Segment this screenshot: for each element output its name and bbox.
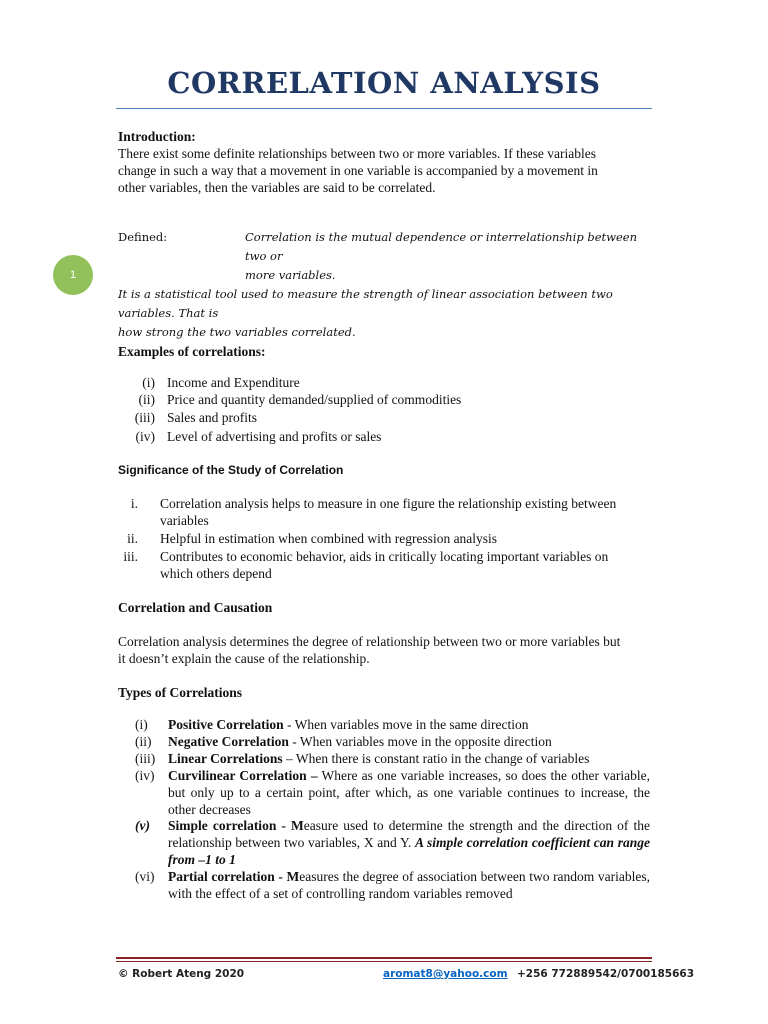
term: Curvilinear Correlation – xyxy=(168,768,318,783)
list-text xyxy=(168,767,650,818)
significance-heading: Significance of the Study of Correlation xyxy=(118,463,344,477)
page-number-badge: 1 xyxy=(53,255,93,295)
definition: Where as one variable increases, so does the other variable, but only up to a certain point, after which, as one variable continues to increase, the other decreases xyxy=(168,768,650,817)
list-marker: (v) xyxy=(135,818,150,833)
footer-email-link[interactable]: aromat8@yahoo.com xyxy=(383,968,508,980)
intro-line: other variables, then the variables are said to be correlated. xyxy=(118,180,436,195)
list-text: Sales and profits xyxy=(167,410,257,425)
page-title: CORRELATION ANALYSIS xyxy=(167,66,601,100)
list-text-line: variables xyxy=(160,513,209,528)
defined-label: Defined: xyxy=(118,230,168,244)
definition: - When variables move in the same direction xyxy=(283,717,529,732)
list-text xyxy=(168,817,650,868)
definition: easures the degree of association between two random variables, with the effect of a set of controlling random variables removed xyxy=(168,869,651,901)
statistical-tool-text xyxy=(118,285,658,342)
list-text-line: Contributes to economic behavior, aids in critically locating important variables on xyxy=(160,549,609,564)
footer-author: © Robert Ateng 2020 xyxy=(118,968,245,980)
list-text: Income and Expenditure xyxy=(167,375,300,390)
list-text xyxy=(160,495,652,529)
defined-text xyxy=(245,228,652,285)
list-text xyxy=(168,733,650,750)
list-text-line: which others depend xyxy=(160,566,272,581)
causation-line: Correlation analysis determines the degree of relationship between two or more variables but xyxy=(118,634,621,649)
list-marker: iii. xyxy=(123,549,138,564)
coefficient-range-note: A simple correlation coefficient can range from –1 to 1 xyxy=(168,835,650,867)
list-marker: (iii) xyxy=(135,751,156,766)
list-marker: ii. xyxy=(127,531,138,546)
causation-heading: Correlation and Causation xyxy=(118,600,273,615)
list-text-line: Helpful in estimation when combined with regression analysis xyxy=(160,531,498,546)
list-marker: (i) xyxy=(142,375,155,390)
definition: easure used to determine the strength and the direction of the relationship between two variables, X and Y. xyxy=(168,818,650,850)
list-text: Level of advertising and profits or sales xyxy=(167,429,382,444)
footer-divider-thin xyxy=(116,961,652,962)
list-marker: (iv) xyxy=(135,768,155,783)
footer-divider xyxy=(116,957,652,959)
list-marker: (iv) xyxy=(135,429,155,444)
list-marker: (vi) xyxy=(135,869,155,884)
list-marker: i. xyxy=(130,496,138,511)
term: Partial correlation - M xyxy=(168,869,300,884)
definition: - When variables move in the opposite direction xyxy=(288,734,552,749)
term: Negative Correlation xyxy=(168,734,289,749)
title-divider xyxy=(116,108,652,109)
list-text xyxy=(160,548,652,582)
term: Simple correlation - M xyxy=(168,818,304,833)
definition: – When there is constant ratio in the change of variables xyxy=(282,751,590,766)
types-heading: Types of Correlations xyxy=(118,685,242,700)
intro-line: There exist some definite relationships between two or more variables. If these variables xyxy=(118,146,596,161)
causation-paragraph xyxy=(118,633,652,667)
list-text xyxy=(168,868,650,902)
list-marker: (ii) xyxy=(135,734,152,749)
list-text-line: Correlation analysis helps to measure in one figure the relationship existing between xyxy=(160,496,617,511)
statistical-tool-line: how strong the two variables correlated. xyxy=(118,325,356,339)
list-text: Price and quantity demanded/supplied of commodities xyxy=(167,392,462,407)
statistical-tool-line: It is a statistical tool used to measure the strength of linear association between two variables. That is xyxy=(118,287,613,320)
term: Linear Correlations xyxy=(168,751,283,766)
footer-phone: +256 772889542/0700185663 xyxy=(517,968,695,980)
term: Positive Correlation xyxy=(168,717,284,732)
examples-heading: Examples of correlations: xyxy=(118,344,266,359)
intro-line: change in such a way that a movement in one variable is accompanied by a movement in xyxy=(118,163,598,178)
list-text xyxy=(168,716,650,733)
list-marker: (ii) xyxy=(138,392,155,407)
list-marker: (iii) xyxy=(134,410,155,425)
list-text xyxy=(160,530,652,547)
causation-line: it doesn’t explain the cause of the relationship. xyxy=(118,651,370,666)
intro-heading: Introduction: xyxy=(118,129,196,144)
list-marker: (i) xyxy=(135,717,148,732)
defined-line: more variables. xyxy=(245,268,336,282)
intro-paragraph xyxy=(118,145,652,196)
defined-line: Correlation is the mutual dependence or interrelationship between two or xyxy=(245,230,638,263)
list-text xyxy=(168,750,650,767)
